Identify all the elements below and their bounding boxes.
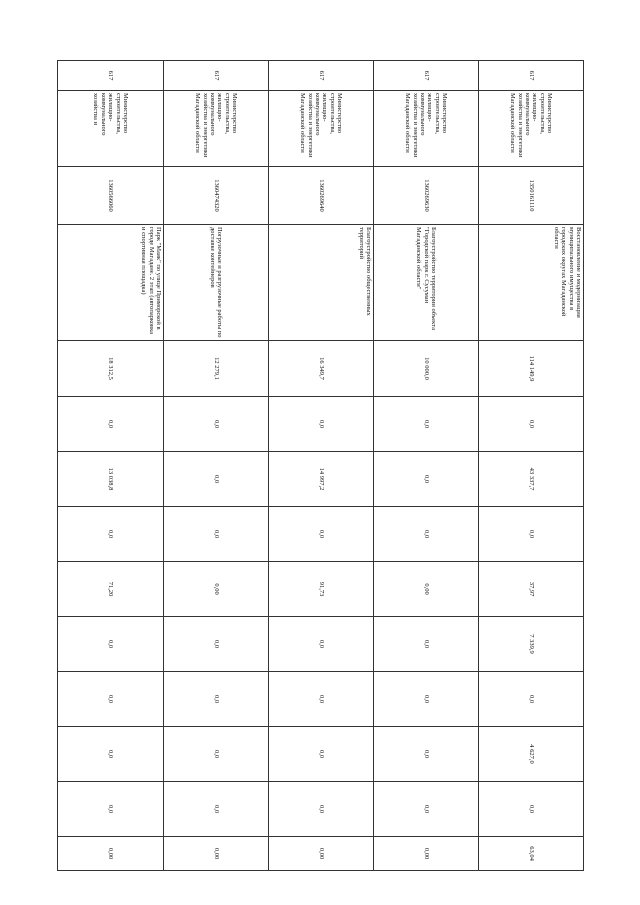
- cell-name: Восстановление и модернизация муниципального имущества в городских округах Магаданской области: [479, 225, 584, 341]
- cell-value: 0,0: [58, 782, 164, 837]
- cell-value: 0,0: [58, 672, 164, 727]
- cell-value: 13 038,8: [58, 452, 164, 507]
- cell-value: 0,00: [374, 837, 479, 871]
- table-row: [479, 61, 584, 871]
- cell-name: Парк "Маяк" по улице Приморской в городе Магадане. 2 этап (автопарковка и спортивная площадка): [58, 225, 164, 341]
- cell-code: 617: [374, 61, 479, 91]
- cell-value: 0,0: [58, 397, 164, 452]
- cell-value: 10 000,0: [374, 341, 479, 397]
- cell-value: 37,97: [479, 562, 584, 617]
- cell-value: 63,04: [479, 837, 584, 871]
- cell-value: 0,0: [164, 397, 269, 452]
- cell-name: Погрузочные и разгрузочные работы по доставке контейнеров: [164, 225, 269, 341]
- cell-ministry: Министерство строительства, жилищно-коммунального хозяйства и энергетики Магаданской области: [269, 91, 374, 167]
- cell-code: 617: [269, 61, 374, 91]
- cell-value: 12 279,1: [164, 341, 269, 397]
- cell-value: 0,00: [269, 837, 374, 871]
- cell-value: 0,00: [164, 837, 269, 871]
- cell-csr: 1360474320: [164, 167, 269, 225]
- cell-value: 4 627,0: [479, 727, 584, 782]
- cell-value: 0,0: [479, 507, 584, 562]
- cell-value: 0,00: [164, 562, 269, 617]
- cell-value: 0,0: [269, 507, 374, 562]
- cell-value: 0,0: [374, 507, 479, 562]
- cell-value: 0,0: [58, 507, 164, 562]
- cell-value: 0,0: [374, 782, 479, 837]
- cell-value: 0,0: [269, 672, 374, 727]
- cell-value: 14 997,2: [269, 452, 374, 507]
- cell-value: 0,0: [479, 782, 584, 837]
- cell-value: 0,0: [164, 672, 269, 727]
- cell-value: 16 349,7: [269, 341, 374, 397]
- cell-value: 0,0: [164, 617, 269, 672]
- cell-value: 71,20: [58, 562, 164, 617]
- rotated-table-wrapper: [58, 60, 584, 870]
- cell-value: 0,0: [479, 672, 584, 727]
- table-row: [374, 61, 479, 871]
- cell-value: 0,0: [58, 617, 164, 672]
- cell-code: 617: [479, 61, 584, 91]
- cell-value: 0,0: [374, 617, 479, 672]
- cell-value: 0,0: [374, 452, 479, 507]
- cell-value: 91,73: [269, 562, 374, 617]
- cell-value: 0,0: [164, 727, 269, 782]
- table-row: [269, 61, 374, 871]
- cell-ministry: Министерство строительства, жилищно-коммунального хозяйства и энергетики Магаданской области: [164, 91, 269, 167]
- cell-value: 0,0: [269, 782, 374, 837]
- cell-value: 0,0: [164, 452, 269, 507]
- cell-csr: 1360566060: [58, 167, 164, 225]
- cell-csr: 1350161110: [479, 167, 584, 225]
- cell-value: 7 339,9: [479, 617, 584, 672]
- cell-value: 0,0: [374, 397, 479, 452]
- cell-name: Благоустройство общественных территорий: [269, 225, 374, 341]
- cell-value: 0,0: [479, 397, 584, 452]
- cell-code: 617: [58, 61, 164, 91]
- cell-value: 0,0: [269, 727, 374, 782]
- cell-csr: 1360269630: [374, 167, 479, 225]
- cell-code: 617: [164, 61, 269, 91]
- cell-value: 114 149,9: [479, 341, 584, 397]
- table-row: [58, 61, 164, 871]
- cell-value: 43 337,7: [479, 452, 584, 507]
- cell-ministry: Министерство строительства, жилищно-коммунального хозяйства и энергетики Магаданской области: [374, 91, 479, 167]
- cell-ministry: Министерство строительства, жилищно-коммунального хозяйства и: [58, 91, 164, 167]
- cell-value: 0,00: [374, 562, 479, 617]
- cell-value: 18 312,5: [58, 341, 164, 397]
- table-row: [164, 61, 269, 871]
- cell-value: 0,0: [374, 672, 479, 727]
- cell-value: 0,0: [374, 727, 479, 782]
- cell-value: 0,0: [164, 507, 269, 562]
- cell-value: 0,0: [164, 782, 269, 837]
- budget-table: [57, 60, 584, 871]
- cell-name: Благоустройство территории объекта "Городской парк г. Сусуман Магаданской области": [374, 225, 479, 341]
- cell-ministry: Министерство строительства, жилищно-коммунального хозяйства и энергетики Магаданской области: [479, 91, 584, 167]
- cell-value: 0,00: [58, 837, 164, 871]
- cell-csr: 1360269640: [269, 167, 374, 225]
- cell-value: 0,0: [58, 727, 164, 782]
- cell-value: 0,0: [269, 397, 374, 452]
- cell-value: 0,0: [269, 617, 374, 672]
